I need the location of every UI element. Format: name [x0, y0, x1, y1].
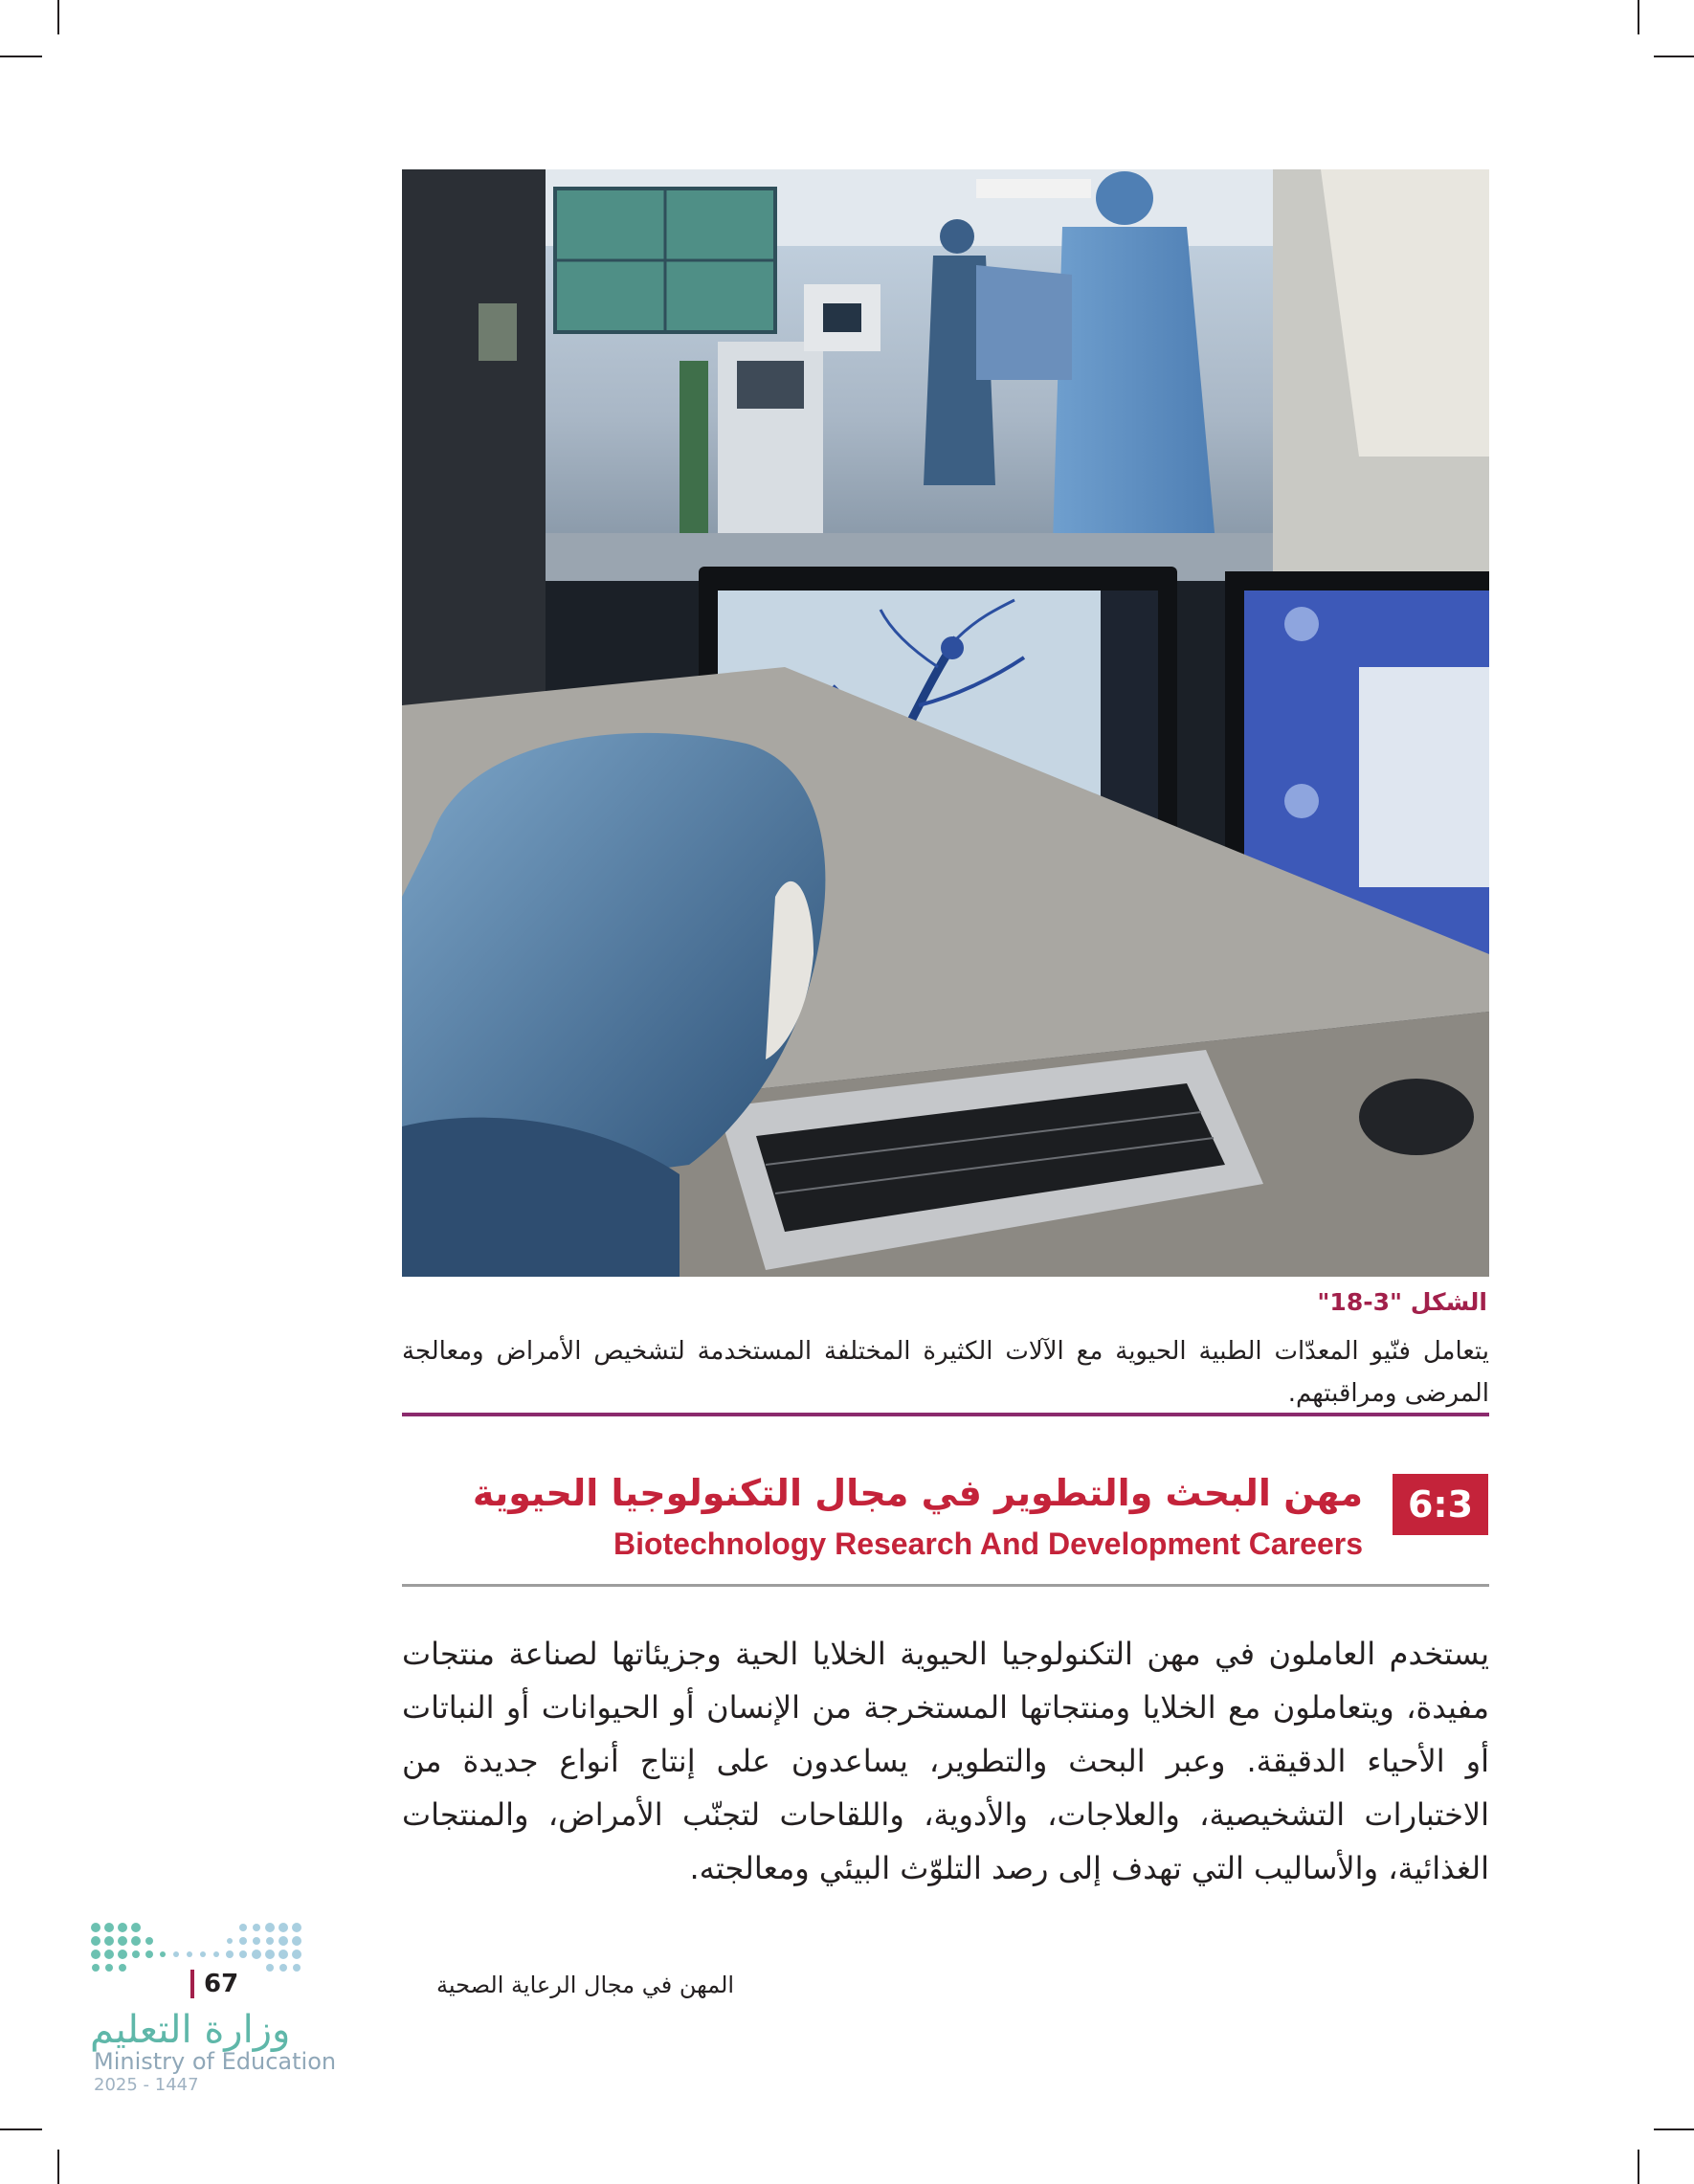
ministry-name-english: Ministry of Education	[94, 2048, 337, 2075]
section-title-arabic: مهن البحث والتطوير في مجال التكنولوجيا الحيوية	[472, 1472, 1363, 1514]
crop-mark	[57, 0, 59, 34]
page-number: 67	[204, 1970, 239, 1998]
section-number-badge: 6:3	[1393, 1474, 1488, 1535]
figure-caption: يتعامل فنّيو المعدّات الطبية الحيوية مع الآلات الكثيرة المختلفة المستخدمة لتشخيص الأمراض ومعالجة المرضى ومراقبتهم.	[402, 1337, 1489, 1408]
figure-photo	[402, 169, 1489, 1277]
crop-mark	[1654, 56, 1694, 57]
footer-book-title: المهن في مجال الرعاية الصحية	[436, 1972, 735, 1998]
section-title-english: Biotechnology Research And Development Careers	[613, 1527, 1363, 1561]
crop-mark	[0, 2128, 42, 2130]
crop-mark	[1654, 2128, 1694, 2130]
figure-label: الشكل "3-18"	[1317, 1288, 1487, 1316]
ministry-logo-dots-icon	[90, 1920, 310, 1977]
section-divider	[402, 1584, 1489, 1587]
crop-mark	[0, 56, 42, 57]
ministry-name-arabic: وزارة التعليم	[90, 2008, 291, 2052]
crop-mark	[1638, 2150, 1639, 2184]
caption-divider	[402, 1413, 1489, 1416]
crop-mark	[1638, 0, 1639, 34]
body-paragraph: يستخدم العاملون في مهن التكنولوجيا الحيوية الخلايا الحية وجزيئاتها لصناعة منتجات مفيدة، ويتعاملون مع الخلايا ومنتجاتها المستخرجة من الإنسان أو الحيوانات أو النباتات أو الأحياء الدقيقة. وعبر البحث والتطوير، يساعدون على إنتاج أنواع جديدة من الاختبارات التشخيصية، والعلاجات، والأدوية، واللقاحات لتجنّب الأمراض، والمنتجات الغذائية، والأساليب التي تهدف إلى رصد التلوّث البيئي ومعالجته.	[402, 1636, 1489, 1886]
crop-mark	[57, 2150, 59, 2184]
ministry-year: 2025 - 1447	[94, 2075, 199, 2095]
